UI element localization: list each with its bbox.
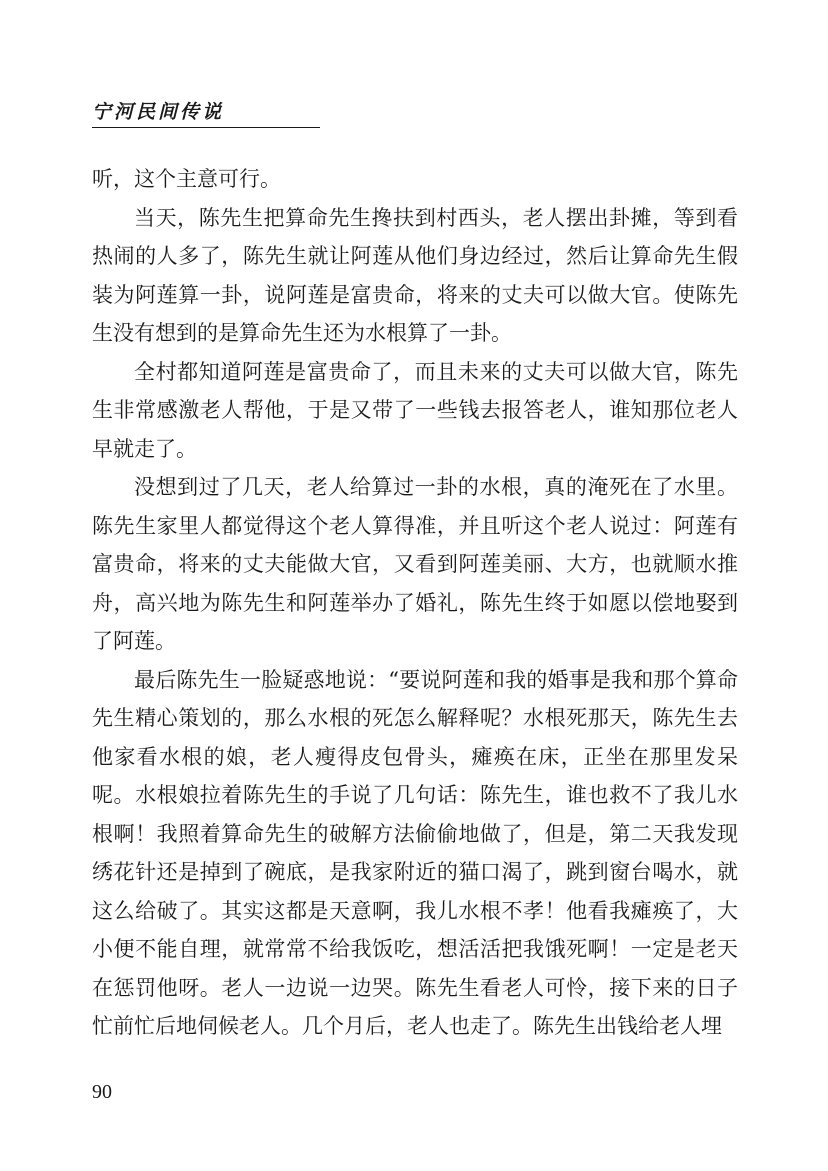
body-text (92, 160, 738, 1046)
paragraph: 最后陈先生一脸疑惑地说：“要说阿莲和我的婚事是我和那个算命先生精心策划的，那么水根的死怎么解释呢？水根死那天，陈先生去他家看水根的娘，老人瘦得皮包骨头，瘫痪在床，正坐在那里发呆呢。水根娘拉着陈先生的手说了几句话：陈先生，谁也救不了我儿水根啊！我照着算命先生的破解方法偷偷地做了，但是，第二天我发现绣花针还是掉到了碗底，是我家附近的猫口渴了，跳到窗台喝水，就这么给破了。其实这都是天意啊，我儿水根不孝！他看我瘫痪了，大小便不能自理，就常常不给我饭吃，想活活把我饿死啊！一定是老天在惩罚他呀。老人一边说一边哭。陈先生看老人可怜，接下来的日子忙前忙后地伺候老人。几个月后，老人也走了。陈先生出钱给老人埋 (92, 667, 738, 1038)
book-title: 宁河民间传说 (92, 101, 225, 123)
paragraph: 没想到过了几天，老人给算过一卦的水根，真的淹死在了水里。陈先生家里人都觉得这个老人算得准，并且听这个老人说过：阿莲有富贵命，将来的丈夫能做大官，又看到阿莲美丽、大方，也就顺水推舟，高兴地为陈先生和阿莲举办了婚礼，陈先生终于如愿以偿地娶到了阿莲。 (92, 475, 738, 653)
paragraph: 当天，陈先生把算命先生搀扶到村西头，老人摆出卦摊，等到看热闹的人多了，陈先生就让阿莲从他们身边经过，然后让算命先生假装为阿莲算一卦，说阿莲是富贵命，将来的丈夫可以做大官。使陈先生没有想到的是算命先生还为水根算了一卦。 (92, 205, 738, 345)
paragraph: 全村都知道阿莲是富贵命了，而且未来的丈夫可以做大官，陈先生非常感激老人帮他，于是又带了一些钱去报答老人，谁知那位老人早就走了。 (92, 359, 738, 461)
paragraph: 听，这个主意可行。 (92, 167, 281, 191)
running-header (92, 101, 320, 128)
page-number: 90 (92, 1081, 112, 1103)
